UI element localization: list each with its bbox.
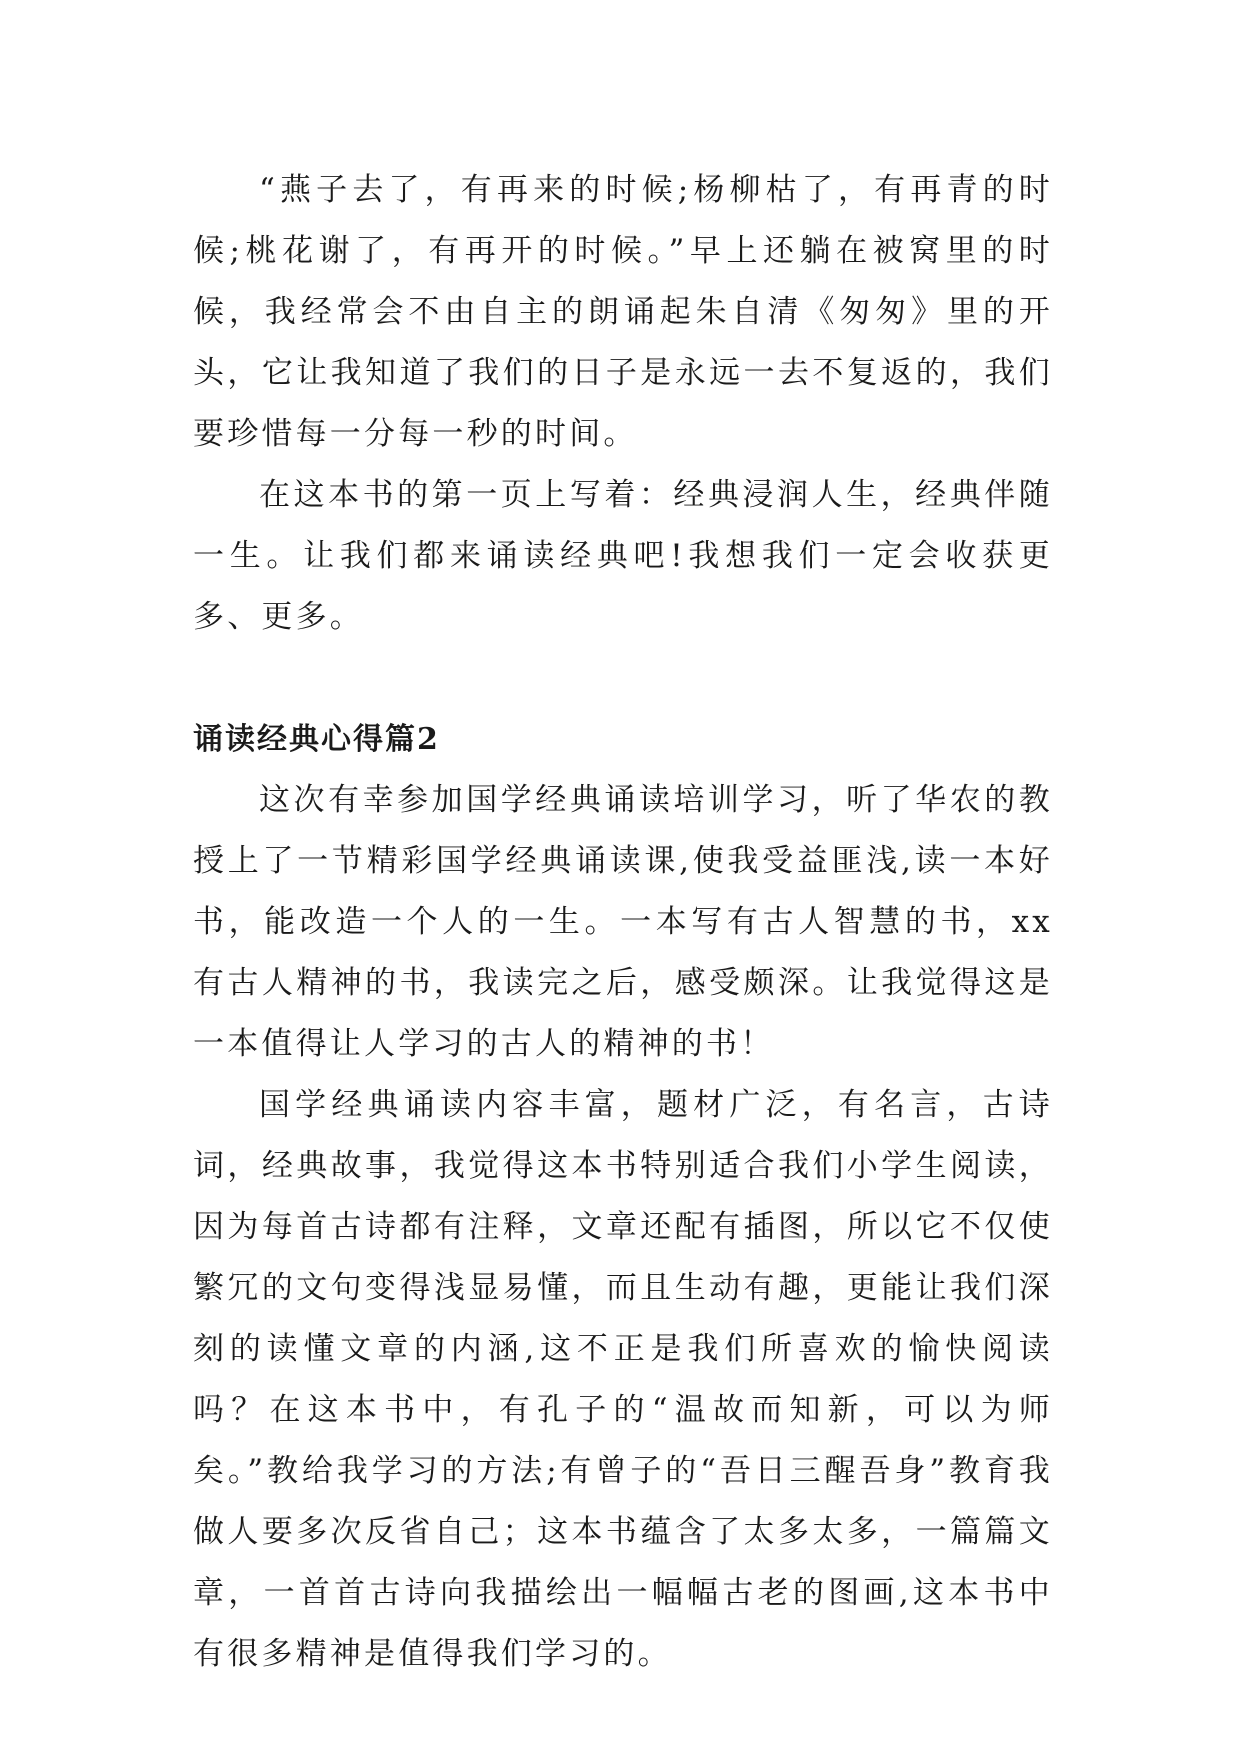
- section-spacer: [193, 648, 1053, 709]
- paragraph-book-content: 国学经典诵读内容丰富，题材广泛，有名言，古诗词，经典故事，我觉得这本书特别适合我们小学生阅读，因为每首古诗都有注释，文章还配有插图，所以它不仅使繁冗的文句变得浅显易懂，而且生动有趣，更能让我们深刻的读懂文章的内涵,这不正是我们所喜欢的愉快阅读吗？在这本书中，有孔子的“温故而知新，可以为师矣。”教给我学习的方法;有曾子的“吾日三醒吾身”教育我做人要多次反省自己；这本书蕴含了太多太多，一篇篇文章，一首首古诗向我描绘出一幅幅古老的图画,这本书中有很多精神是值得我们学习的。: [193, 1087, 1053, 1672]
- paragraph-first-page-note: 在这本书的第一页上写着：经典浸润人生，经典伴随一生。让我们都来诵读经典吧!我想我们一定会收获更多、更多。: [193, 477, 1053, 635]
- section-heading: 诵读经典心得篇2: [193, 722, 440, 757]
- paragraph-swallows-quote: “燕子去了，有再来的时候;杨柳枯了，有再青的时候;桃花谢了，有再开的时候。”早上还躺在被窝里的时候，我经常会不由自主的朗诵起朱自清《匆匆》里的开头，它让我知道了我们的日子是永远一去不复返的，我们要珍惜每一分每一秒的时间。: [193, 172, 1053, 452]
- paragraph-training-experience: 这次有幸参加国学经典诵读培训学习，听了华农的教授上了一节精彩国学经典诵读课,使我受益匪浅,读一本好书，能改造一个人的一生。一本写有古人智慧的书，xx有古人精神的书，我读完之后，感受颇深。让我觉得这是一本值得让人学习的古人的精神的书！: [193, 782, 1053, 1062]
- document-body: [193, 160, 1053, 1685]
